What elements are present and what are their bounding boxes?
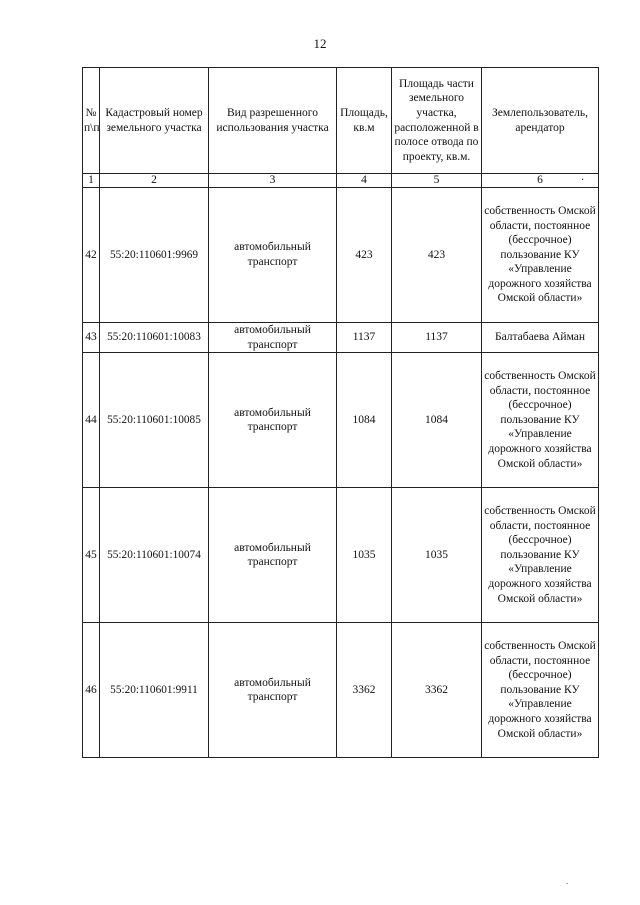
permitted-use: автомобильный транспорт [209,188,337,323]
column-numbers-row [83,174,599,188]
col-number-4: 4 [337,174,392,188]
permitted-use: автомобильный транспорт [209,353,337,488]
owner-text: собственность Омской области, постоянное (бессрочное) пользование КУ «Управление дорожного хозяйства Омской области» [482,353,599,488]
row-number: 45 [83,488,100,623]
table-row [83,188,599,323]
cadastral-number: 55:20:110601:10083 [100,323,209,353]
cadastral-number: 55:20:110601:9969 [100,188,209,323]
land-plots-table [82,67,599,758]
col-number-6-mark: . [581,171,584,183]
col-number-6-label: 6 [537,174,543,186]
row-number: 42 [83,188,100,323]
page-number: 12 [313,36,327,51]
area-value: 3362 [337,623,392,758]
header-use: Вид разрешенного использования участка [209,68,337,174]
table-header-row [83,68,599,174]
owner-text: собственность Омской области, постоянное (бессрочное) пользование КУ «Управление дорожного хозяйства Омской области» [482,623,599,758]
part-area-value: 1084 [392,353,482,488]
header-number: № п\п [83,68,100,174]
cadastral-number: 55:20:110601:9911 [100,623,209,758]
cadastral-number: 55:20:110601:10085 [100,353,209,488]
header-area: Площадь, кв.м [337,68,392,174]
header-owner: Землепользователь, арендатор [482,68,599,174]
table-row [83,323,599,353]
part-area-value: 1137 [392,323,482,353]
owner-text: собственность Омской области, постоянное (бессрочное) пользование КУ «Управление дорожного хозяйства Омской области» [482,488,599,623]
col-number-3: 3 [209,174,337,188]
area-value: 423 [337,188,392,323]
area-value: 1084 [337,353,392,488]
owner-text: собственность Омской области, постоянное (бессрочное) пользование КУ «Управление дорожного хозяйства Омской области» [482,188,599,323]
header-part-area: Площадь части земельного участка, расположенной в полосе отвода по проекту, кв.м. [392,68,482,174]
permitted-use: автомобильный транспорт [209,323,337,353]
area-value: 1137 [337,323,392,353]
row-number: 44 [83,353,100,488]
owner-text: Балтабаева Айман [482,323,599,353]
row-number: 46 [83,623,100,758]
table-row [83,488,599,623]
permitted-use: автомобильный транспорт [209,488,337,623]
col-number-6 [482,171,599,188]
part-area-value: 423 [392,188,482,323]
header-cadastral: Кадастровый номер земельного участка [100,68,209,174]
footer-mark: . [566,876,569,886]
area-value: 1035 [337,488,392,623]
row-number: 43 [83,323,100,353]
col-number-2: 2 [100,174,209,188]
permitted-use: автомобильный транспорт [209,623,337,758]
col-number-5: 5 [392,174,482,188]
cadastral-number: 55:20:110601:10074 [100,488,209,623]
part-area-value: 1035 [392,488,482,623]
col-number-1: 1 [83,174,100,188]
part-area-value: 3362 [392,623,482,758]
table-row [83,353,599,488]
table-row [83,623,599,758]
